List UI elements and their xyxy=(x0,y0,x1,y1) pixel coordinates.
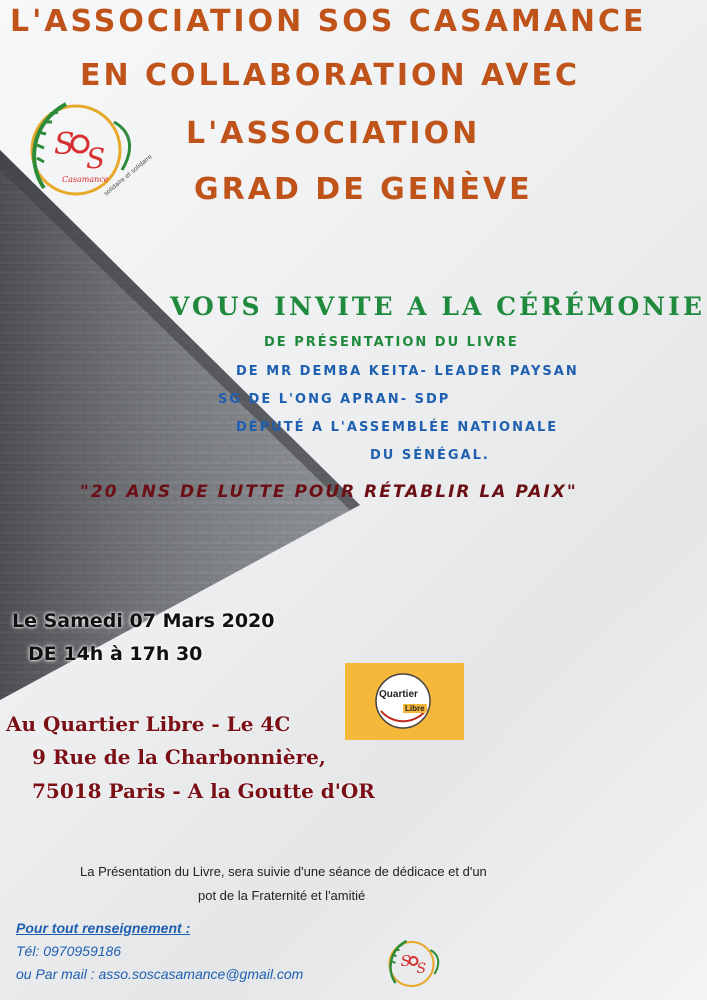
book-title: "20 ANS DE LUTTE POUR RÉTABLIR LA PAIX" xyxy=(80,482,578,502)
quartier-libre-badge xyxy=(371,671,435,731)
sos-casamance-logo-small xyxy=(380,935,446,995)
invitation-line-3: SG DE L'ONG APRAN- SDP xyxy=(218,392,451,407)
header-line-3: L'ASSOCIATION xyxy=(186,116,481,151)
logo-script-text: Casamance xyxy=(62,175,109,184)
invitation-line-2: DE MR DEMBA KEITA- LEADER PAYSAN xyxy=(236,364,579,379)
venue-city: 75018 Paris - A la Goutte d'OR xyxy=(32,779,375,803)
svg-text:S: S xyxy=(86,142,106,175)
quartier-libre-logo xyxy=(345,663,464,740)
svg-text:S: S xyxy=(400,952,411,970)
quartier-libre-text-1: Quartier xyxy=(379,689,418,700)
invitation-line-1: DE PRÉSENTATION DU LIVRE xyxy=(264,335,519,350)
contact-email[interactable]: ou Par mail : asso.soscasamance@gmail.com xyxy=(16,966,304,982)
event-date: Le Samedi 07 Mars 2020 xyxy=(12,610,275,632)
invitation-line-4: DÉPUTÉ A L'ASSEMBLÉE NATIONALE xyxy=(236,420,559,435)
contact-phone[interactable]: Tél: 0970959186 xyxy=(16,943,122,959)
logo-arc-text: solidaire et solidaire xyxy=(102,153,154,198)
quartier-libre-text-2: Libre xyxy=(405,704,425,713)
sos-casamance-logo xyxy=(14,92,154,212)
header-line-2: EN COLLABORATION AVEC xyxy=(80,58,580,93)
contact-heading: Pour tout renseignement : xyxy=(16,920,191,936)
svg-text:S: S xyxy=(416,961,427,977)
invitation-line-5: DU SÉNÉGAL. xyxy=(370,448,490,463)
invitation-title: VOUS INVITE A LA CÉRÉMONIE xyxy=(170,292,705,321)
header-line-4: GRAD DE GENÈVE xyxy=(194,172,533,207)
note-line-1: La Présentation du Livre, sera suivie d'une séance de dédicace et d'un xyxy=(80,864,487,879)
header-line-1: L'ASSOCIATION SOS CASAMANCE xyxy=(10,4,647,39)
venue-street: 9 Rue de la Charbonnière, xyxy=(32,745,326,769)
note-line-2: pot de la Fraternité et l'amitié xyxy=(198,888,366,903)
event-time: DE 14h à 17h 30 xyxy=(28,643,203,665)
svg-text:S: S xyxy=(54,127,75,162)
venue-name: Au Quartier Libre - Le 4C xyxy=(6,712,291,736)
